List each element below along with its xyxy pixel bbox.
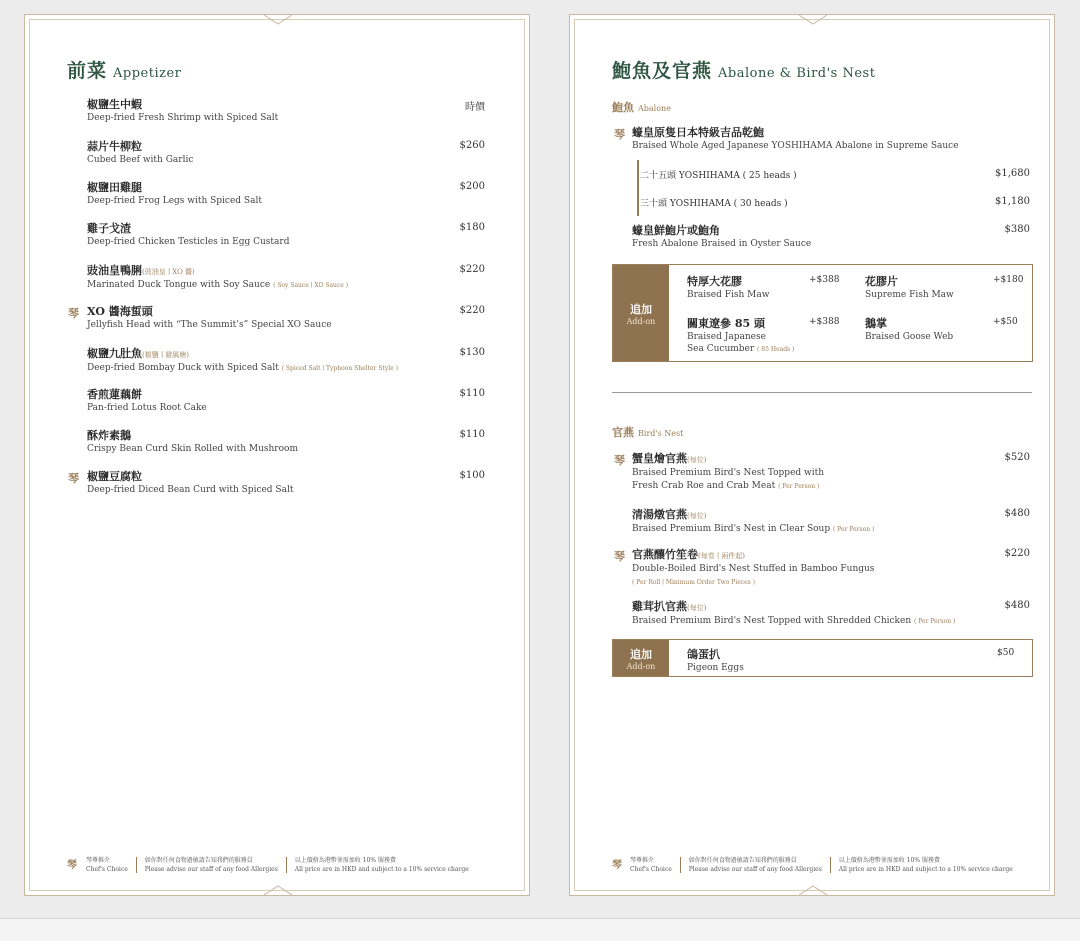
addon-item [687,315,794,356]
item-name-en [87,484,293,497]
item-name-zh-text: 蟹皇燴官燕 [632,452,687,465]
item-name-zh-text: 椒鹽田雞腿 [87,181,142,194]
item-name-zh [87,264,348,279]
item-name-en: Fresh Abalone Braised in Oyster Sauce [632,239,812,249]
addon-item-zh: 特厚大花膠 [687,275,742,288]
chef-choice-icon: 琴 [612,860,622,871]
item-name-zh-text: 椒鹽豆腐粒 [87,470,142,483]
item-name-en-text: Marinated Duck Tongue with Soy Sauce [87,280,271,290]
addon-item-zh: 鵝掌 [865,317,887,330]
item-option-note-en: ( Spiced Salt ∣ Typhoon Shelter Style ) [281,365,398,372]
item-price: $480 [1004,600,1030,611]
addon-box-birdsnest [612,639,1033,677]
item-name-zh: 蠔皇鮮鮑片或鮑角 [632,224,720,237]
menu-item [632,600,955,628]
chef-choice-icon: 琴 [614,128,625,141]
item-name-en-text: Deep-fried Chicken Testicles in Egg Custard [87,237,290,247]
item-name-zh-text: 蒜片牛柳粒 [87,140,142,153]
size-option-label: 二十五頭 YOSHIHAMA ( 25 heads ) [640,171,797,181]
section-title-abalone-birdsnest [612,56,875,83]
item-price: $220 [1004,548,1030,559]
item-option-note-zh: (每位) [687,604,707,612]
footer-allergy-en: Please advise our staff of any food Allergies [688,866,822,873]
item-price: $180 [459,222,485,233]
section-title-appetizer [67,56,181,83]
item-price: $100 [459,470,485,481]
item-name-en-text: Braised Premium Bird's Nest in Clear Soup [632,524,831,534]
addon-item-zh: 鴿蛋扒 [687,648,720,661]
addon-tag-en: Add-on [626,316,656,326]
item-name-zh [87,429,298,443]
item-name-zh-text: 椒鹽生中蝦 [87,98,142,111]
section-title-en: Appetizer [113,66,182,81]
item-price: $220 [459,305,485,316]
item-name-zh-text: 豉油皇鴨脷 [87,264,142,277]
footer-allergy-zh: 如你對任何食物過敏請告知我們的服務員 [144,857,253,864]
addon-tag-zh: 追加 [630,647,652,661]
item-name-zh-text: 香煎蓮藕餅 [87,388,142,401]
footer-chef-zh: 琴尊推介 [86,857,111,864]
addon-item-en-line2: Sea Cucumber [687,344,755,354]
page-notch-bottom [799,885,827,897]
item-price: $110 [459,429,485,440]
addon-tag-en: Add-on [626,661,656,671]
subhead-zh: 官燕 [612,426,634,439]
menu-item [87,347,398,375]
subhead-abalone [612,99,671,115]
addon-item-en: Braised Fish Maw [687,290,770,300]
item-name-zh-text: 官燕釀竹笙卷 [632,548,698,561]
subhead-zh: 鮑魚 [612,101,634,114]
menu-item [87,388,207,415]
menu-item [87,140,193,167]
menu-item [632,508,874,536]
menu-item [87,470,293,497]
item-name-en [87,112,278,125]
menu-item [87,98,278,125]
item-name-zh [87,388,207,402]
item-name-en [87,319,332,332]
item-name-en [87,402,207,415]
item-name-en [87,195,262,208]
addon-item-price: $50 [997,648,1015,658]
chef-choice-icon: 琴 [614,454,625,467]
item-name-zh [87,305,332,319]
item-name-en [87,154,193,167]
footer-service-en: All price are in HKD and subject to a 10% service charge [838,866,1013,873]
size-option-price: $1,180 [995,196,1030,207]
item-option-note-zh: (豉油皇 ∣ XO 醬) [142,268,195,276]
menu-item [87,429,298,456]
item-name-en-text: Deep-fried Fresh Shrimp with Spiced Salt [87,113,279,123]
item-name-en-text: Deep-fried Diced Bean Curd with Spiced Salt [87,485,294,495]
item-option-note-en: ( Per Person ) [833,526,875,533]
addon-item-zh: 花膠片 [865,275,898,288]
item-option-note-zh: (椒鹽 ∣ 避風塘) [142,351,189,359]
menu-item [87,181,262,208]
menu-item-fresh-abalone [632,224,811,251]
item-price: $200 [459,181,485,192]
item-option-note-zh: (每位) [687,456,707,464]
item-name-zh [87,347,398,362]
item-name-zh [87,222,289,236]
item-name-zh [632,452,824,467]
item-name-en-text: Pan-fried Lotus Root Cake [87,403,207,413]
chef-choice-icon: 琴 [68,307,79,320]
item-name-en-text: Crispy Bean Curd Skin Rolled with Mushroom [87,444,298,454]
item-option-note-en: ( Per Person ) [914,618,956,625]
item-name-en-text: Cubed Beef with Garlic [87,155,194,165]
page-footer [630,856,1013,874]
item-name-zh: 蠔皇原隻日本特級吉品乾鮑 [632,126,764,139]
section-title-zh: 鮑魚及官燕 [612,60,713,82]
item-name-en-text: Double-Boiled Bird's Nest Stuffed in Bamboo Fungus [632,564,875,574]
footer-chef-en: Chef's Choice [630,866,672,873]
item-name-en-line2 [632,480,824,493]
item-name-en [87,279,348,292]
addon-item [865,315,953,343]
footer-service-en: All price are in HKD and subject to a 10% service charge [294,866,469,873]
item-option-note-en: ( Soy Sauce ∣ XO Sauce ) [273,282,349,289]
footer-allergy-en: Please advise our staff of any food Allergies [144,866,278,873]
chef-choice-icon: 琴 [614,550,625,563]
footer-service-zh: 以上價格為港幣並需加收 10% 服務費 [294,857,396,864]
page-notch-top [799,13,827,25]
menu-item [87,222,289,249]
section-divider [612,392,1032,393]
menu-item [87,305,332,332]
footer-service-zh: 以上價格為港幣並需加收 10% 服務費 [838,857,940,864]
section-title-en: Abalone & Bird's Nest [718,66,876,81]
item-price: 時價 [465,102,485,113]
footer-chef-en: Chef's Choice [86,866,128,873]
addon-item-price: +$50 [993,317,1018,327]
addon-tag-zh: 追加 [630,302,652,316]
footer-chef-zh: 琴尊推介 [630,857,655,864]
item-name-en-text: Deep-fried Frog Legs with Spiced Salt [87,196,262,206]
item-option-note-zh: (每卷 ∣ 兩件起) [698,552,745,560]
item-name-zh-text: 雞子戈渣 [87,222,131,235]
addon-item-en: Pigeon Eggs [687,663,744,673]
chef-choice-icon: 琴 [67,860,77,871]
item-name-en [632,563,874,576]
item-name-en [87,236,289,249]
item-name-zh-text: XO 醬海蜇頭 [87,305,153,318]
addon-item-en: Supreme Fish Maw [865,290,954,300]
item-name-en [632,467,824,480]
addon-item-zh: 關東遼參 85 頭 [687,317,765,330]
item-name-zh [87,140,193,154]
addon-item-price: +$180 [993,275,1024,285]
addon-item-note: ( 85 Heads ) [757,346,795,353]
item-option-note-en: ( Per Roll ∣ Minimum Order Two Pieces ) [632,579,756,586]
addon-item-price: +$388 [809,317,840,327]
menu-item [632,452,824,493]
menu-item [632,548,874,589]
item-name-en-text: Braised Premium Bird's Nest Topped with Shredded Chicken [632,616,912,626]
addon-item-en: Braised Japanese [687,332,766,342]
subhead-en: Bird's Nest [638,429,684,438]
subhead-birdsnest [612,424,683,440]
item-price: $480 [1004,508,1030,519]
page-notch-top [264,13,292,25]
item-name-zh-text: 雞茸扒官燕 [632,600,687,613]
item-name-en-text: Braised Premium Bird's Nest Topped with [632,468,825,478]
viewer-bottom-bar [0,918,1080,941]
addon-box-abalone [612,264,1033,362]
menu-item-yoshihama-abalone [632,126,959,153]
size-option-price: $1,680 [995,168,1030,179]
item-name-zh [632,508,874,523]
item-price: $220 [459,264,485,275]
item-name-en-text: Deep-fried Bombay Duck with Spiced Salt [87,363,279,373]
addon-tag [613,640,669,676]
item-name-en [632,523,874,536]
item-name-zh [632,548,874,563]
addon-item [687,646,744,674]
item-price: $260 [459,140,485,151]
item-name-en [87,443,298,456]
item-option-note-line [632,576,874,589]
page-footer [86,856,469,874]
addon-item-en: Braised Goose Web [865,332,954,342]
item-name-zh-text: 椒鹽九肚魚 [87,347,142,360]
item-name-en-text: Jellyfish Head with “The Summit’s” Special XO Sauce [87,320,332,330]
page-notch-bottom [264,885,292,897]
menu-item [87,264,348,292]
item-name-en: Braised Whole Aged Japanese YOSHIHAMA Abalone in Supreme Sauce [632,141,959,151]
item-price: $110 [459,388,485,399]
subhead-en: Abalone [638,104,671,113]
item-option-note-zh: (每位) [687,512,707,520]
item-name-zh [632,600,955,615]
addon-item [687,273,769,301]
item-name-zh [87,98,278,112]
item-name-zh-text: 清湯燉官燕 [632,508,687,521]
item-name-zh-text: 酥炸素鵝 [87,429,131,442]
item-price: $380 [1004,224,1030,235]
item-name-en [87,362,398,375]
item-option-note-en: ( Per Person ) [778,483,820,490]
item-name-en [632,615,955,628]
item-name-en-text: Fresh Crab Roe and Crab Meat [632,481,776,491]
footer-allergy-zh: 如你對任何食物過敏請告知我們的服務員 [688,857,797,864]
item-name-zh [87,470,293,484]
item-price: $130 [459,347,485,358]
addon-tag [613,265,669,361]
item-name-zh [87,181,262,195]
addon-item-price: +$388 [809,275,840,285]
size-option-label: 三十頭 YOSHIHAMA ( 30 heads ) [640,199,788,209]
item-price: $520 [1004,452,1030,463]
section-title-zh: 前菜 [67,60,108,82]
addon-item [865,273,954,301]
chef-choice-icon: 琴 [68,472,79,485]
